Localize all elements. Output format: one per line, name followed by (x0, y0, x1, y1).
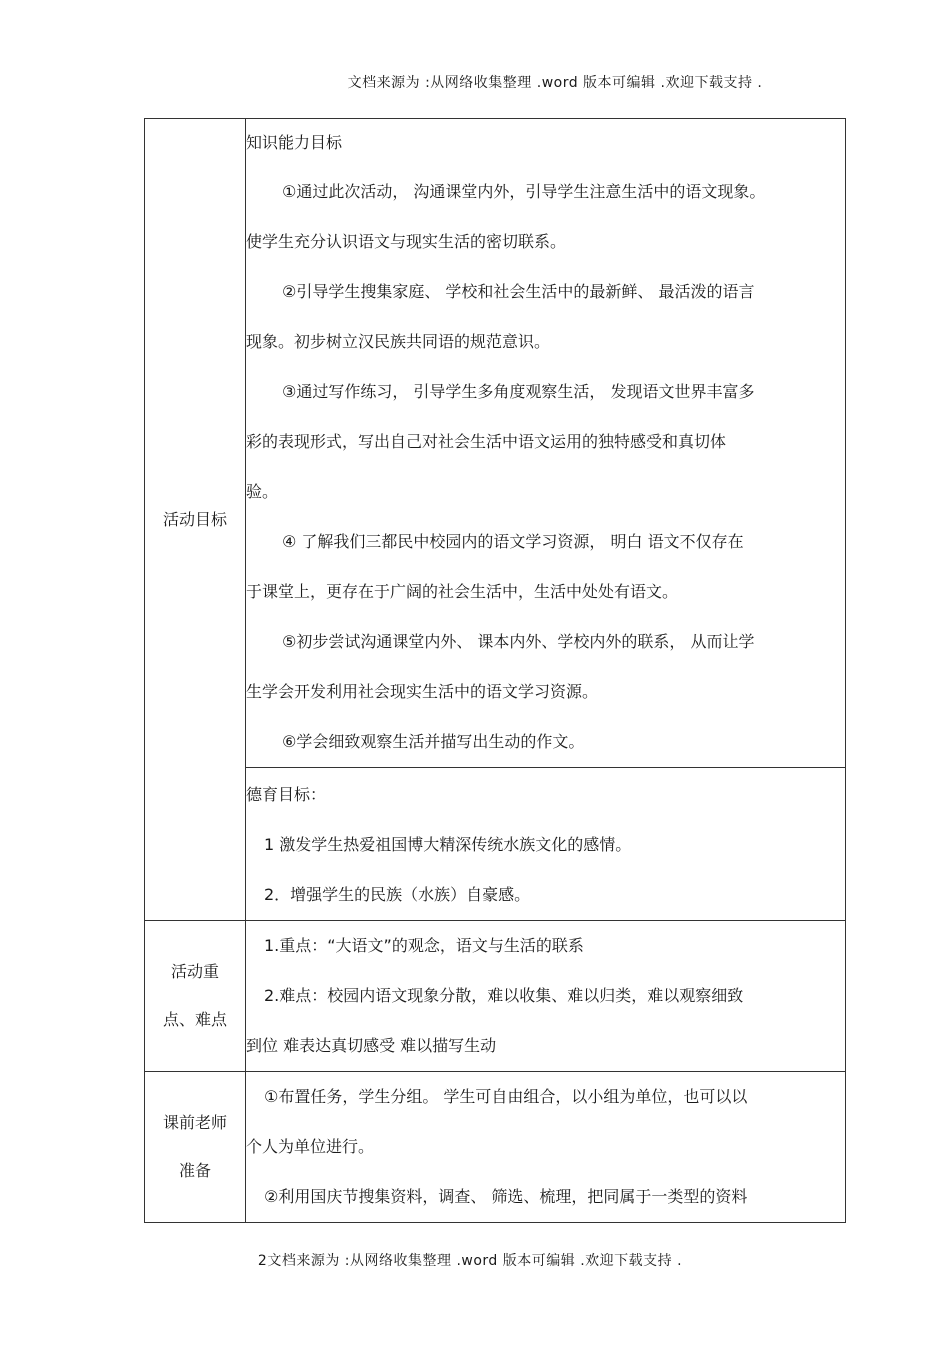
moral-line-2: 2．增强学生的民族（水族）自豪感。 (264, 885, 531, 904)
knowledge-line-5: ③通过写作练习， 引导学生多角度观察生活， 发现语文世界丰富多 (282, 382, 755, 401)
teacher-prep-line-1: ①布置任务，学生分组。 学生可自由组合，以小组为单位，也可以以 (264, 1087, 748, 1106)
knowledge-line-3: ②引导学生搜集家庭、 学校和社会生活中的最新鲜、 最活泼的语言 (282, 282, 755, 301)
page-footer: 2文档来源为 :从网络收集整理 .word 版本可编辑 .欢迎下载支持 . (257, 1253, 683, 1269)
label-activity-goals: 活动目标 (145, 119, 246, 921)
moral-line-1: 1 激发学生热爱祖国博大精深传统水族文化的感情。 (264, 835, 632, 854)
knowledge-line-11: 生学会开发利用社会现实生活中的语文学习资源。 (246, 682, 599, 701)
label-key-points-line-1: 活动重 (170, 962, 219, 981)
key-points-line-2: 2.难点：校园内语文现象分散，难以收集、难以归类，难以观察细致 (264, 986, 744, 1005)
label-teacher-prep-line-2: 准备 (178, 1161, 211, 1180)
knowledge-line-7: 验。 (246, 482, 279, 501)
knowledge-line-9: 于课堂上，更存在于广阔的社会生活中，生活中处处有语文。 (246, 582, 679, 601)
page-header: 文档来源为 :从网络收集整理 .word 版本可编辑 .欢迎下载支持 . (347, 75, 763, 91)
knowledge-goals-title: 知识能力目标 (246, 133, 343, 152)
teacher-prep-cell (246, 1072, 846, 1223)
knowledge-line-6: 彩的表现形式，写出自己对社会生活中语文运用的独特感受和真切体 (246, 432, 727, 451)
label-key-points (145, 921, 246, 1072)
key-points-line-1: 1.重点：“大语文”的观念，语文与生活的联系 (264, 936, 584, 955)
moral-goals-cell (246, 768, 846, 921)
lesson-plan-table (144, 118, 846, 1223)
table-row-teacher-prep (145, 1072, 846, 1223)
teacher-prep-line-3: ②利用国庆节搜集资料，调查、 筛选、梳理，把同属于一类型的资料 (264, 1187, 748, 1206)
key-points-cell (246, 921, 846, 1072)
table-row-key-points (145, 921, 846, 1072)
moral-goals-title: 德育目标： (246, 785, 327, 804)
table-row-goals-knowledge (145, 119, 846, 768)
teacher-prep-line-2: 个人为单位进行。 (246, 1137, 375, 1156)
knowledge-line-1: ①通过此次活动， 沟通课堂内外，引导学生注意生活中的语文现象。 (282, 182, 766, 201)
table-row-goals-moral (145, 768, 846, 921)
knowledge-line-10: ⑤初步尝试沟通课堂内外、 课本内外、学校内外的联系， 从而让学 (282, 632, 755, 651)
knowledge-line-2: 使学生充分认识语文与现实生活的密切联系。 (246, 232, 567, 251)
key-points-line-3: 到位 难表达真切感受 难以描写生动 (246, 1036, 497, 1055)
knowledge-line-4: 现象。初步树立汉民族共同语的规范意识。 (246, 332, 551, 351)
knowledge-line-12: ⑥学会细致观察生活并描写出生动的作文。 (282, 732, 585, 751)
knowledge-line-8: ④ 了解我们三都民中校园内的语文学习资源， 明白 语文不仅存在 (282, 532, 744, 551)
label-teacher-prep-line-1: 课前老师 (162, 1113, 227, 1132)
label-key-points-line-2: 点、难点 (162, 1010, 227, 1029)
label-teacher-prep (145, 1072, 246, 1223)
knowledge-goals-cell (246, 119, 846, 768)
